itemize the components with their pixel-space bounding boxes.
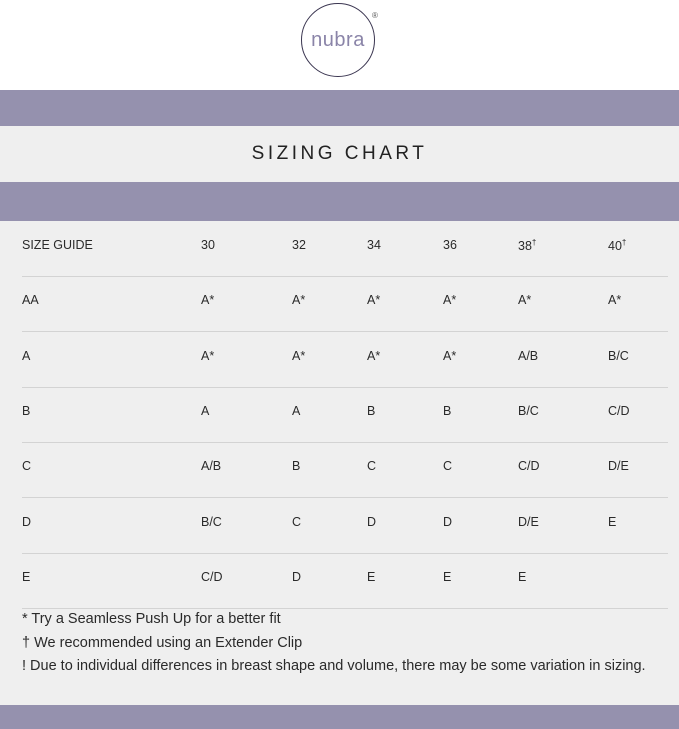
table-cell: B/C [201, 514, 222, 529]
table-header-cell: 38† [518, 238, 537, 254]
dagger-mark: † [621, 238, 627, 247]
table-cell: C/D [608, 403, 630, 418]
table-cell: E [367, 569, 376, 584]
table-cell: A* [443, 293, 457, 308]
note-push-up: * Try a Seamless Push Up for a better fit [22, 611, 281, 627]
table-cell: C/D [201, 569, 223, 584]
table-cell: E [443, 569, 452, 584]
table-cell: C [22, 459, 32, 474]
mid-band [0, 182, 679, 221]
table-cell: A* [367, 293, 381, 308]
table-cell: D/E [608, 459, 629, 474]
table-cell: D [292, 569, 302, 584]
footnotes [22, 608, 646, 679]
table-cell: B [367, 403, 376, 418]
table-cell: B/C [608, 348, 629, 363]
table-cell: A* [292, 293, 306, 308]
table-header-cell: SIZE GUIDE [22, 238, 93, 252]
page-title: SIZING CHART [251, 143, 428, 164]
table-cell: D [443, 514, 453, 529]
table-cell: E [608, 514, 617, 529]
table-cell: C [443, 459, 453, 474]
table-cell: A* [608, 293, 622, 308]
table-header-cell: 34 [367, 238, 381, 252]
table-cell: E [22, 569, 31, 584]
table-header-cell: 40† [608, 238, 627, 254]
logo-text: nubra [311, 28, 365, 51]
table-cell: C/D [518, 459, 540, 474]
table-cell: A [22, 348, 31, 363]
table-row [22, 332, 668, 388]
note-extender-clip: † We recommended using an Extender Clip [22, 634, 303, 651]
table-cell: A* [367, 348, 381, 363]
table-header-cell: 30 [201, 238, 215, 252]
table-cell: B [443, 403, 452, 418]
logo-header [0, 0, 679, 90]
bottom-band [0, 705, 679, 729]
table-row [22, 442, 668, 498]
table-row [22, 387, 668, 443]
table-cell: C [367, 459, 377, 474]
table-header-cell: 32 [292, 238, 306, 252]
table-cell: C [292, 514, 302, 529]
table-header-row [22, 221, 668, 277]
table-cell: A* [443, 348, 457, 363]
table-cell: E [518, 569, 527, 584]
table-row [22, 553, 668, 609]
table-row [22, 498, 668, 554]
table-cell: A/B [201, 459, 222, 474]
dagger-mark: † [531, 238, 537, 247]
table-cell: A* [518, 293, 532, 308]
table-cell: A* [201, 293, 215, 308]
table-cell: B [292, 459, 301, 474]
table-row [22, 276, 668, 332]
top-band [0, 90, 679, 126]
table-cell: B [22, 403, 31, 418]
title-bar [0, 126, 679, 182]
table-header-cell: 36 [443, 238, 457, 252]
table-cell: A [201, 403, 210, 418]
table-cell: A* [201, 348, 215, 363]
table-cell: A [292, 403, 301, 418]
table-cell: B/C [518, 403, 539, 418]
table-cell: A* [292, 348, 306, 363]
table-cell: D/E [518, 514, 539, 529]
table-cell: D [367, 514, 377, 529]
table-cell: AA [22, 293, 39, 308]
table-cell: D [22, 514, 32, 529]
nubra-logo[interactable] [301, 3, 375, 77]
note-variation: ! Due to individual differences in breast shape and volume, there may be some variation in sizing. [22, 658, 646, 674]
table-cell: A/B [518, 348, 539, 363]
registered-mark: ® [372, 11, 378, 20]
